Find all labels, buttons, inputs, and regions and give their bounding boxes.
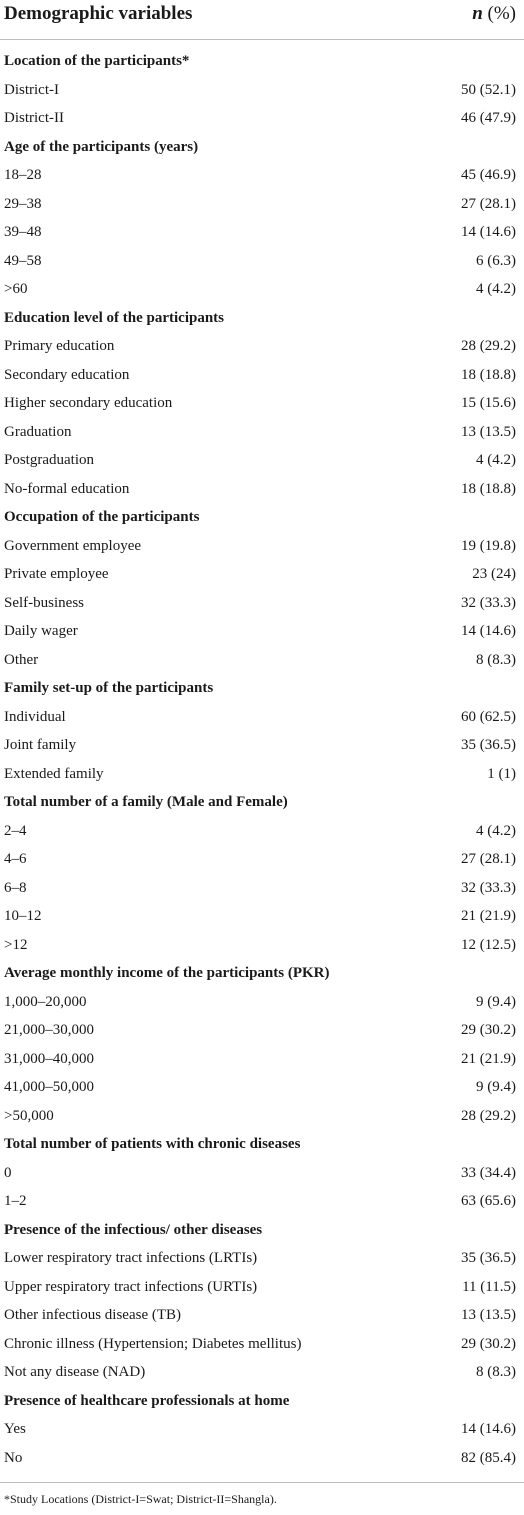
- table-row: [0, 848, 524, 877]
- table-row: [0, 1418, 524, 1447]
- row-value: 15 (15.6): [461, 395, 516, 411]
- section-heading-row: [0, 50, 524, 79]
- row-label: Self-business: [4, 594, 84, 611]
- table-row: [0, 1447, 524, 1476]
- section-heading-row: [0, 962, 524, 991]
- row-value: 45 (46.9): [461, 167, 516, 183]
- row-value: 14 (14.6): [461, 1421, 516, 1437]
- row-label: 10–12: [4, 908, 42, 924]
- table-row: [0, 620, 524, 649]
- row-value: 6 (6.3): [476, 252, 516, 269]
- row-value: 9 (9.4): [476, 1079, 516, 1095]
- row-label: Other infectious disease (TB): [4, 1307, 182, 1323]
- row-label: >50,000: [4, 1107, 54, 1124]
- table-row: [0, 421, 524, 450]
- table-row: [0, 392, 524, 421]
- row-label: Extended family: [4, 765, 104, 782]
- table-row: [0, 763, 524, 792]
- row-label: No: [4, 1449, 23, 1466]
- table-body: [0, 50, 524, 1475]
- table-row: [0, 278, 524, 307]
- table-bottom-rule: [0, 1482, 524, 1483]
- section-heading-row: [0, 791, 524, 820]
- table-row: [0, 706, 524, 735]
- row-label: >60: [4, 281, 28, 297]
- row-value: 29 (30.2): [461, 1335, 516, 1352]
- table-row: [0, 905, 524, 934]
- table-row: [0, 1190, 524, 1219]
- row-label: 18–28: [4, 167, 42, 183]
- row-label: District-I: [4, 81, 59, 98]
- row-value: 8 (8.3): [476, 1364, 516, 1380]
- table-row: [0, 1333, 524, 1362]
- column-header-n: n: [472, 3, 483, 24]
- row-value: 19 (19.8): [461, 537, 516, 554]
- section-heading-row: [0, 506, 524, 535]
- section-heading: Presence of healthcare professionals at home: [4, 1392, 290, 1409]
- section-heading-row: [0, 1390, 524, 1419]
- table-row: [0, 335, 524, 364]
- row-value: 21 (21.9): [461, 908, 516, 924]
- row-label: Daily wager: [4, 623, 78, 639]
- row-value: 35 (36.5): [461, 737, 516, 753]
- row-value: 50 (52.1): [461, 81, 516, 98]
- row-value: 13 (13.5): [461, 1307, 516, 1323]
- table-row: [0, 193, 524, 222]
- section-heading-row: [0, 307, 524, 336]
- section-heading-row: [0, 136, 524, 165]
- row-label: 0: [4, 1164, 12, 1181]
- row-value: 18 (18.8): [461, 366, 516, 383]
- row-label: Postgraduation: [4, 452, 94, 468]
- table-row: [0, 934, 524, 963]
- row-value: 27 (28.1): [461, 195, 516, 212]
- row-label: Primary education: [4, 338, 115, 354]
- row-label: District-II: [4, 110, 64, 126]
- row-label: Secondary education: [4, 366, 130, 383]
- section-heading: Education level of the participants: [4, 309, 224, 326]
- table-row: [0, 820, 524, 849]
- table-row: [0, 563, 524, 592]
- row-label: 6–8: [4, 879, 27, 896]
- row-label: 41,000–50,000: [4, 1079, 94, 1095]
- table-row: [0, 734, 524, 763]
- row-value: 18 (18.8): [461, 480, 516, 497]
- row-value: 32 (33.3): [461, 879, 516, 896]
- table-row: [0, 1019, 524, 1048]
- row-label: Joint family: [4, 737, 77, 753]
- row-label: Individual: [4, 708, 66, 725]
- section-heading-row: [0, 1133, 524, 1162]
- row-label: Yes: [4, 1421, 26, 1437]
- row-label: No-formal education: [4, 480, 130, 497]
- row-value: 4 (4.2): [476, 822, 516, 839]
- table-row: [0, 79, 524, 108]
- row-label: Government employee: [4, 537, 142, 554]
- row-value: 28 (29.2): [461, 1107, 516, 1124]
- column-header-variables: Demographic variables: [4, 3, 193, 24]
- table-row: [0, 1105, 524, 1134]
- table-row: [0, 1076, 524, 1105]
- section-heading: Occupation of the participants: [4, 509, 200, 525]
- table-row: [0, 1162, 524, 1191]
- row-label: Other: [4, 651, 39, 668]
- row-label: 39–48: [4, 224, 42, 240]
- row-value: 29 (30.2): [461, 1022, 516, 1038]
- table-row: [0, 221, 524, 250]
- row-value: 8 (8.3): [476, 651, 516, 668]
- table-header-row: [0, 0, 524, 40]
- table-row: [0, 877, 524, 906]
- table-row: [0, 250, 524, 279]
- row-label: Higher secondary education: [4, 395, 173, 411]
- row-value: 9 (9.4): [476, 993, 516, 1010]
- table-row: [0, 1276, 524, 1305]
- row-value: 4 (4.2): [476, 281, 516, 297]
- row-value: 27 (28.1): [461, 851, 516, 867]
- section-heading: Total number of a family (Male and Female): [4, 794, 288, 810]
- row-value: 23 (24): [472, 566, 516, 582]
- column-header-percent: (%): [482, 3, 516, 24]
- table-footnote: *Study Locations (District-I=Swat; District-II=Shangla).: [4, 1492, 277, 1506]
- column-header-count-percent: [472, 3, 516, 25]
- row-value: 28 (29.2): [461, 338, 516, 354]
- section-heading-row: [0, 1219, 524, 1248]
- row-label: Graduation: [4, 423, 72, 440]
- row-label: Chronic illness (Hypertension; Diabetes mellitus): [4, 1335, 302, 1352]
- row-value: 14 (14.6): [461, 224, 516, 240]
- row-value: 12 (12.5): [461, 936, 516, 953]
- row-value: 82 (85.4): [461, 1449, 516, 1466]
- row-label: Lower respiratory tract infections (LRTIs): [4, 1250, 258, 1266]
- table-row: [0, 991, 524, 1020]
- row-value: 35 (36.5): [461, 1250, 516, 1266]
- row-value: 33 (34.4): [461, 1164, 516, 1181]
- row-value: 32 (33.3): [461, 594, 516, 611]
- row-label: Private employee: [4, 566, 109, 582]
- section-heading: Family set-up of the participants: [4, 680, 214, 696]
- section-heading-row: [0, 677, 524, 706]
- row-label: 1,000–20,000: [4, 993, 87, 1010]
- section-heading: Age of the participants (years): [4, 138, 199, 155]
- section-heading: Presence of the infectious/ other diseases: [4, 1221, 263, 1238]
- row-value: 1 (1): [487, 765, 516, 782]
- row-label: >12: [4, 936, 28, 953]
- table-row: [0, 1304, 524, 1333]
- section-heading: Average monthly income of the participants (PKR): [4, 965, 330, 981]
- row-value: 46 (47.9): [461, 110, 516, 126]
- row-label: 1–2: [4, 1193, 27, 1209]
- row-value: 11 (11.5): [462, 1278, 516, 1295]
- row-value: 4 (4.2): [476, 452, 516, 468]
- table-row: [0, 592, 524, 621]
- row-value: 63 (65.6): [461, 1193, 516, 1209]
- table-row: [0, 1048, 524, 1077]
- table-row: [0, 107, 524, 136]
- row-label: Not any disease (NAD): [4, 1364, 146, 1380]
- row-label: 29–38: [4, 195, 42, 212]
- row-value: 13 (13.5): [461, 423, 516, 440]
- row-label: Upper respiratory tract infections (URTIs): [4, 1278, 258, 1295]
- table-row: [0, 1247, 524, 1276]
- section-heading: Location of the participants*: [4, 53, 190, 69]
- table-row: [0, 364, 524, 393]
- table-row: [0, 649, 524, 678]
- table-row: [0, 1361, 524, 1390]
- row-value: 14 (14.6): [461, 623, 516, 639]
- row-label: 49–58: [4, 252, 42, 269]
- section-heading: Total number of patients with chronic diseases: [4, 1136, 301, 1152]
- row-label: 4–6: [4, 851, 27, 867]
- table-row: [0, 449, 524, 478]
- table-row: [0, 164, 524, 193]
- table-row: [0, 478, 524, 507]
- row-value: 60 (62.5): [461, 708, 516, 725]
- table-row: [0, 535, 524, 564]
- row-value: 21 (21.9): [461, 1050, 516, 1067]
- row-label: 31,000–40,000: [4, 1050, 94, 1067]
- row-label: 2–4: [4, 822, 27, 839]
- row-label: 21,000–30,000: [4, 1022, 94, 1038]
